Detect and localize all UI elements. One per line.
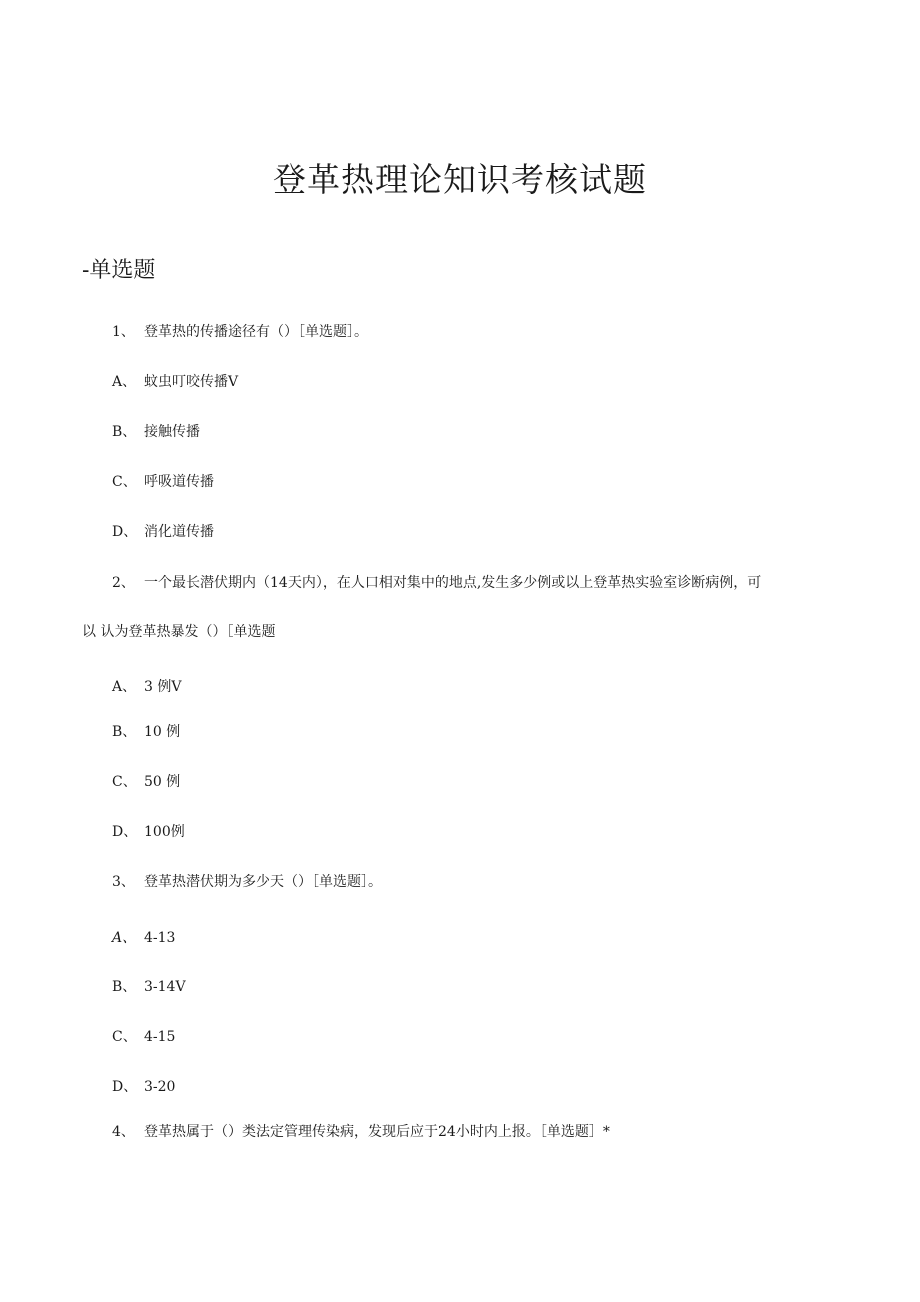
question-number: 3、	[112, 874, 135, 890]
question-3-stem	[112, 872, 382, 892]
option-text: 3-20	[144, 1079, 176, 1095]
option-text: 接触传播	[144, 424, 200, 440]
question-2-option-d	[112, 822, 185, 842]
question-text: 登革热的传播途径有（）［单选题］。	[144, 324, 368, 340]
question-text: 一个最长潜伏期内（14天内），在人口相对集中的地点,发生多少例或以上登革热实验室诊断病例，可	[144, 575, 762, 591]
option-text: 呼吸道传播	[144, 474, 214, 490]
question-3-option-c	[112, 1027, 175, 1047]
question-1-stem	[112, 322, 368, 342]
option-text: 消化道传播	[144, 524, 214, 540]
question-text: 登革热属于（）类法定管理传染病，发现后应于24小时内上报。［单选题］*	[144, 1124, 610, 1140]
option-text: 50 例	[144, 774, 181, 790]
option-label: C、	[112, 1029, 137, 1045]
question-1-option-c	[112, 472, 214, 492]
option-label: C、	[112, 474, 137, 490]
option-label: A、	[112, 374, 137, 390]
question-3-option-b	[112, 977, 186, 997]
document-title: 登革热理论知识考核试题	[273, 160, 647, 199]
question-3-option-a	[112, 928, 175, 948]
question-4-stem	[112, 1122, 610, 1142]
option-text: 4-15	[144, 1029, 176, 1045]
question-number: 2、	[112, 575, 135, 591]
option-text: 3-14V	[144, 979, 186, 995]
question-3-option-d	[112, 1077, 175, 1097]
question-text: 登革热潜伏期为多少天（）［单选题］。	[144, 874, 382, 890]
option-label: B、	[112, 424, 137, 440]
option-text: 100例	[144, 824, 185, 840]
question-1-option-b	[112, 422, 200, 442]
question-2-option-a	[112, 677, 181, 697]
option-label: A、	[112, 679, 137, 695]
option-label: B、	[112, 724, 137, 740]
question-2-stem	[112, 573, 761, 593]
option-text: 3 例V	[144, 679, 182, 695]
option-text: 4-13	[144, 930, 176, 946]
option-text: 蚊虫叮咬传播V	[144, 374, 239, 390]
option-label: D、	[112, 824, 138, 840]
question-2-option-c	[112, 772, 180, 792]
option-label: B、	[112, 979, 137, 995]
question-1-option-a	[112, 372, 238, 392]
question-number: 1、	[112, 324, 135, 340]
option-text: 10 例	[144, 724, 181, 740]
question-1-option-d	[112, 522, 214, 542]
option-label: D、	[112, 1079, 138, 1095]
option-label: D、	[112, 524, 138, 540]
question-2-stem-continued: 以 认为登革热暴发（）［单选题	[82, 624, 276, 640]
section-heading: -单选题	[82, 258, 156, 283]
option-label: C、	[112, 774, 137, 790]
question-number: 4、	[112, 1124, 135, 1140]
question-2-option-b	[112, 722, 180, 742]
option-label: A、	[112, 930, 137, 946]
